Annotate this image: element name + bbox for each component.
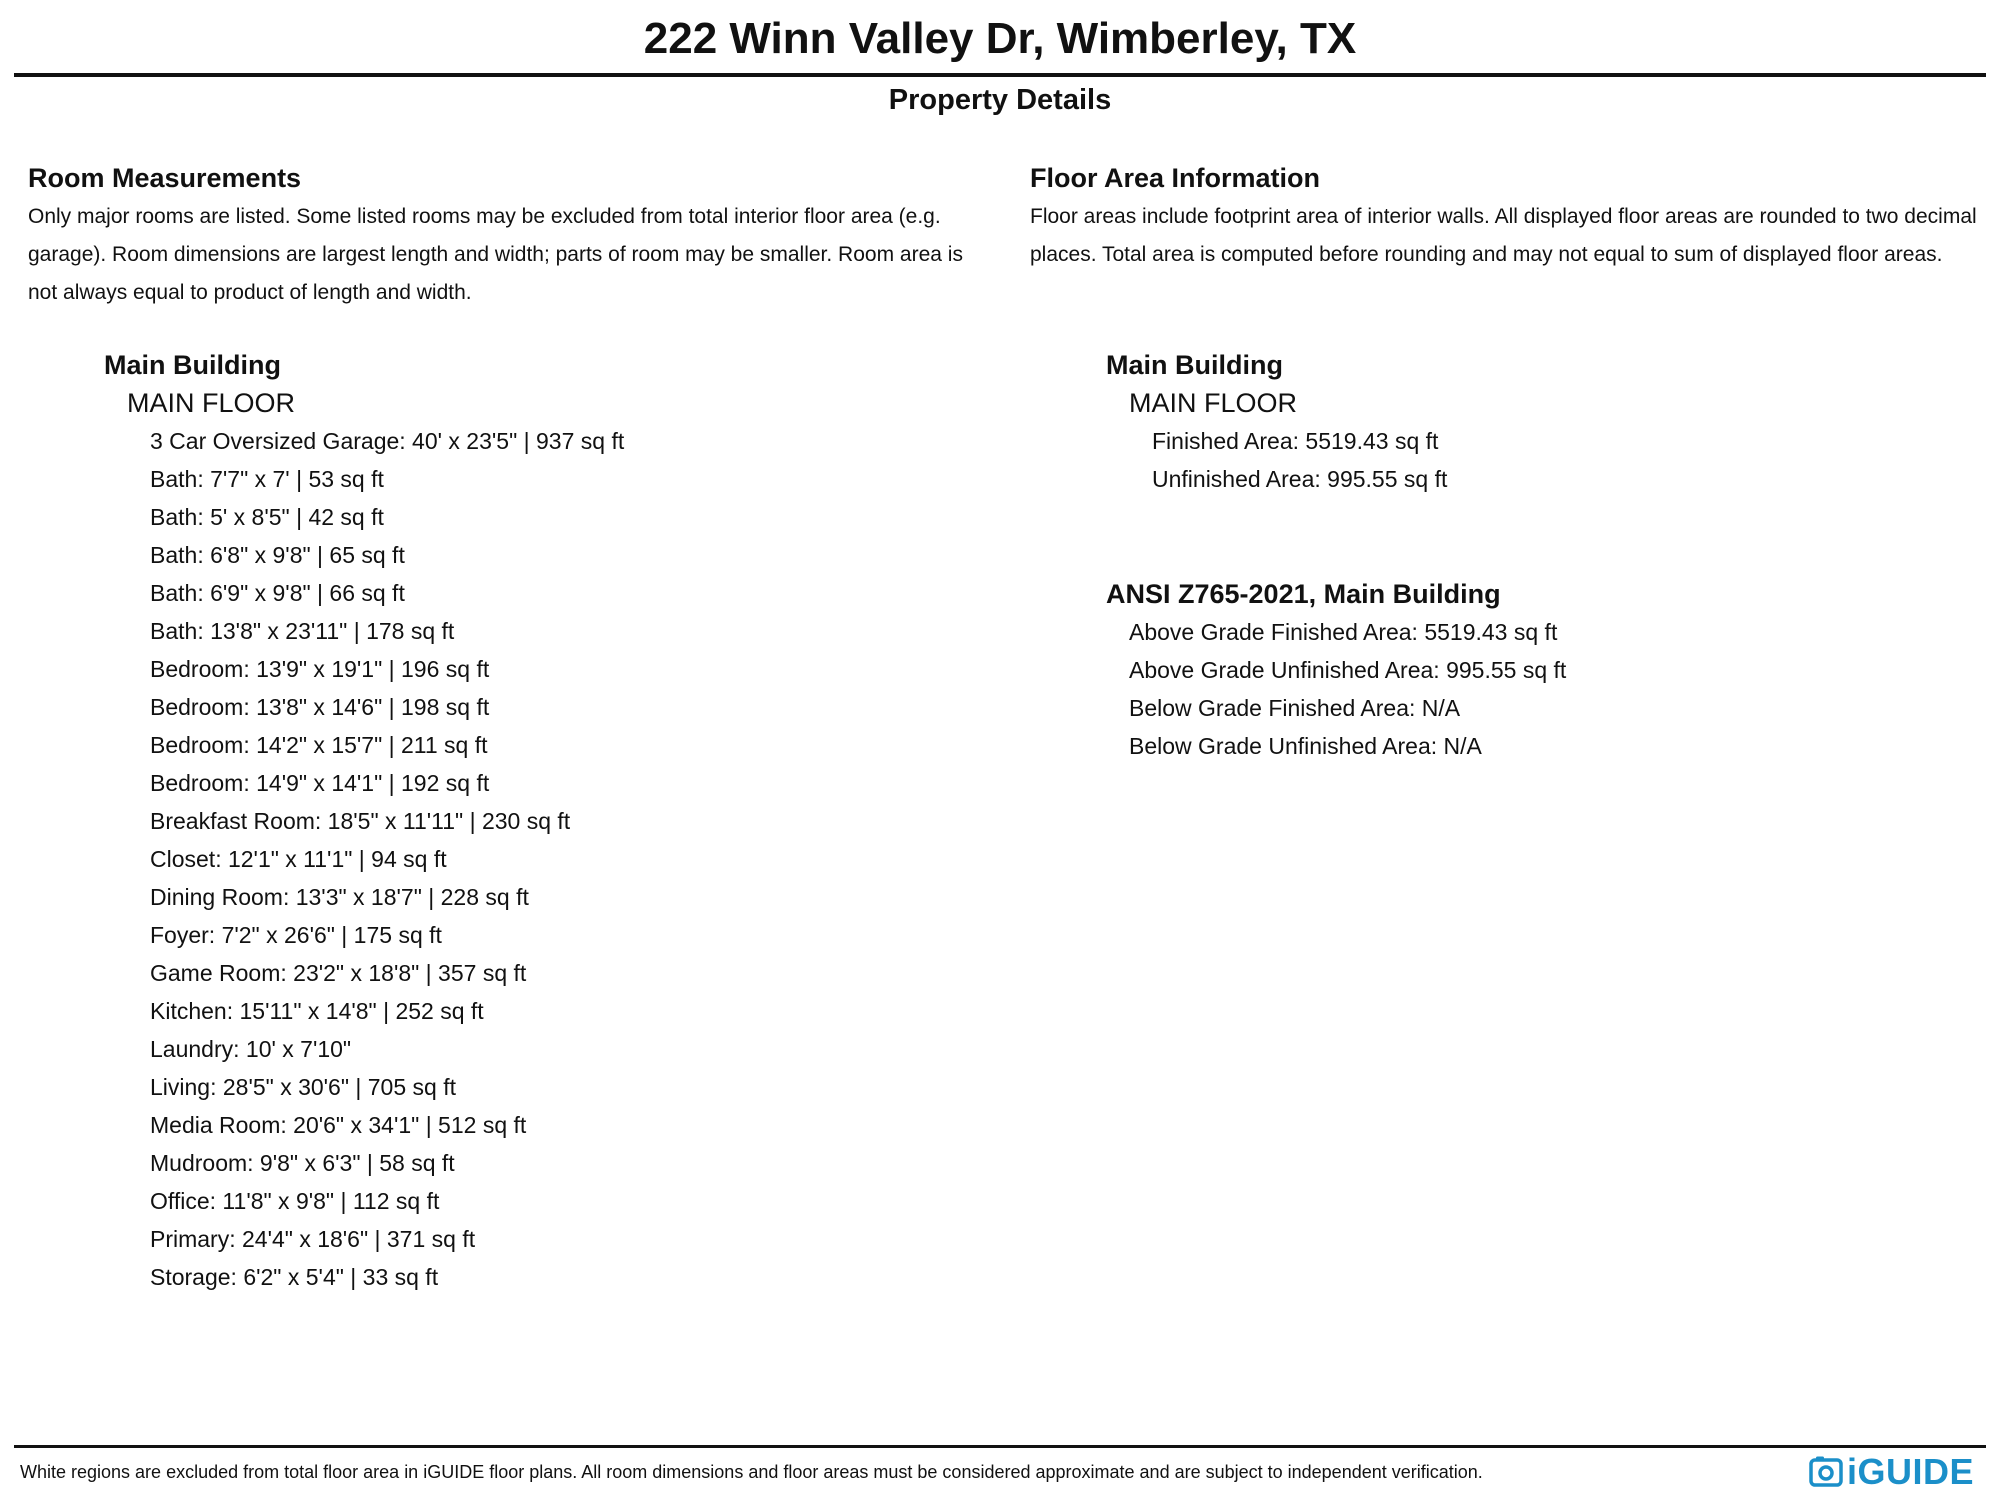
footer-disclaimer: White regions are excluded from total floor area in iGUIDE floor plans. All room dimensions and floor areas must be considered approximate and are subject to independent verification. [20,1462,1483,1482]
ansi-item: Below Grade Unfinished Area: N/A [1129,733,1482,759]
room-item: Bath: 5' x 8'5" | 42 sq ft [150,504,384,530]
floor-area-building: Main Building [1106,350,1283,380]
room-item: Bedroom: 13'8" x 14'6" | 198 sq ft [150,694,490,720]
room-item: Bedroom: 14'9" x 14'1" | 192 sq ft [150,770,490,796]
page-subtitle: Property Details [888,84,1112,116]
iguide-logo-icon [1809,1455,1843,1489]
room-item: Bedroom: 13'9" x 19'1" | 196 sq ft [150,656,490,682]
room-item: Bath: 13'8" x 23'11" | 178 sq ft [150,618,455,644]
room-item: Closet: 12'1" x 11'1" | 94 sq ft [150,846,447,872]
room-item: Bedroom: 14'2" x 15'7" | 211 sq ft [150,732,488,758]
page-title: 222 Winn Valley Dr, Wimberley, TX [643,14,1357,63]
floor-area-floor: MAIN FLOOR [1129,388,1298,418]
footer-divider [14,1445,1986,1448]
ansi-list [1106,575,1566,765]
title-divider [14,73,1986,77]
floor-area-list [1106,346,1447,498]
room-item: Bath: 6'8" x 9'8" | 65 sq ft [150,542,405,568]
room-list-building: Main Building [104,350,281,380]
room-item: Breakfast Room: 18'5" x 11'11" | 230 sq ft [150,808,571,834]
room-item: Game Room: 23'2" x 18'8" | 357 sq ft [150,960,527,986]
room-item: 3 Car Oversized Garage: 40' x 23'5" | 937 sq ft [150,428,625,454]
ansi-item: Below Grade Finished Area: N/A [1129,695,1461,721]
room-item: Mudroom: 9'8" x 6'3" | 58 sq ft [150,1150,455,1176]
room-item: Foyer: 7'2" x 26'6" | 175 sq ft [150,922,442,948]
floor-area-item: Finished Area: 5519.43 sq ft [1152,428,1439,454]
floor-area-heading: Floor Area Information [1030,163,1321,193]
ansi-item: Above Grade Finished Area: 5519.43 sq ft [1129,619,1558,645]
room-measurements-description: Only major rooms are listed. Some listed rooms may be excluded from total interior floor area (e.g. garage). Room dimensions are largest length and width; parts of room may be smaller. Room area is not always equal to product of length and width. [28,205,963,304]
floor-area-description: Floor areas include footprint area of interior walls. All displayed floor areas are rounded to two decimal places. Total area is computed before rounding and may not equal to sum of displayed floor areas. [1030,205,1977,266]
room-measurements-heading: Room Measurements [28,163,302,193]
ansi-item: Above Grade Unfinished Area: 995.55 sq ft [1129,657,1567,683]
room-item: Laundry: 10' x 7'10" [150,1036,352,1062]
room-item: Bath: 6'9" x 9'8" | 66 sq ft [150,580,405,606]
floor-area-item: Unfinished Area: 995.55 sq ft [1152,466,1448,492]
ansi-heading: ANSI Z765-2021, Main Building [1106,579,1501,609]
room-item: Bath: 7'7" x 7' | 53 sq ft [150,466,384,492]
room-item: Storage: 6'2" x 5'4" | 33 sq ft [150,1264,439,1290]
iguide-logo [1809,1452,1974,1492]
room-item: Dining Room: 13'3" x 18'7" | 228 sq ft [150,884,529,910]
room-item: Primary: 24'4" x 18'6" | 371 sq ft [150,1226,476,1252]
floor-area-section [1030,158,1992,274]
room-list [104,346,624,1296]
room-list-floor: MAIN FLOOR [127,388,296,418]
iguide-logo-text: iGUIDE [1846,1451,1974,1492]
room-item: Kitchen: 15'11" x 14'8" | 252 sq ft [150,998,484,1024]
room-item: Office: 11'8" x 9'8" | 112 sq ft [150,1188,440,1214]
room-item: Media Room: 20'6" x 34'1" | 512 sq ft [150,1112,527,1138]
room-item: Living: 28'5" x 30'6" | 705 sq ft [150,1074,456,1100]
room-measurements-section [28,158,988,312]
